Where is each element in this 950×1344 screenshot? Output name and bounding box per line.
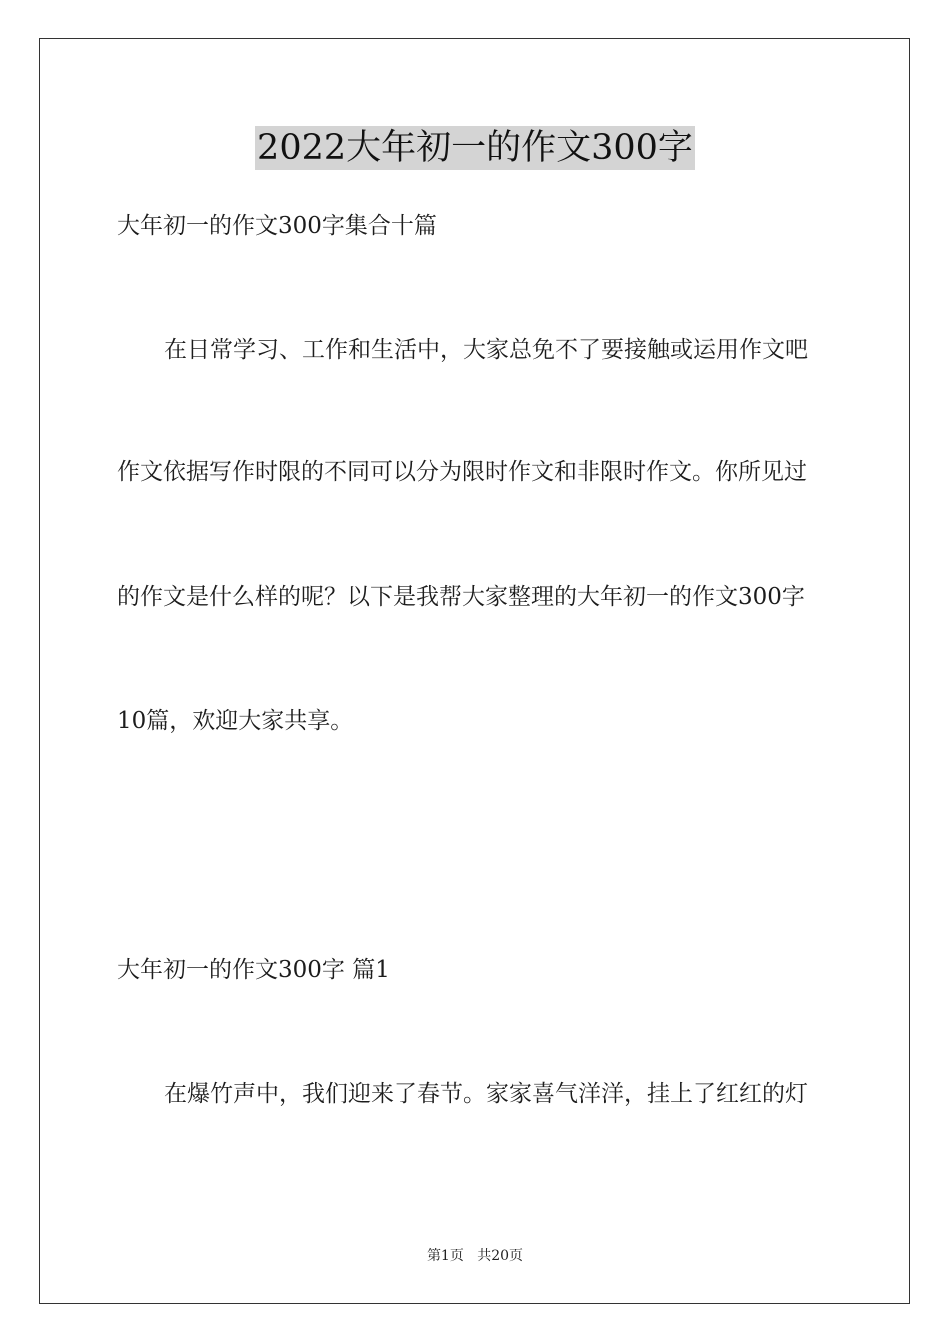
- document-subtitle: 大年初一的作文300字集合十篇: [117, 213, 437, 239]
- section-first-line: 在爆竹声中，我们迎来了春节。家家喜气洋洋，挂上了红红的灯: [164, 1081, 808, 1107]
- page-footer: [0, 1246, 950, 1266]
- intro-line-3: 的作文是什么样的呢？以下是我帮大家整理的大年初一的作文300字: [117, 584, 805, 610]
- section-heading: 大年初一的作文300字 篇1: [117, 957, 390, 983]
- page-number: 第1页: [426, 1248, 464, 1264]
- intro-line-2: 作文依据写作时限的不同可以分为限时作文和非限时作文。你所见过: [117, 459, 807, 485]
- title-container: [0, 126, 950, 170]
- intro-line-1: 在日常学习、工作和生活中，大家总免不了要接触或运用作文吧: [164, 337, 808, 363]
- page-total: 共20页: [477, 1248, 524, 1264]
- document-title: 2022大年初一的作文300字: [257, 128, 693, 168]
- intro-line-4: 10篇，欢迎大家共享。: [117, 708, 354, 734]
